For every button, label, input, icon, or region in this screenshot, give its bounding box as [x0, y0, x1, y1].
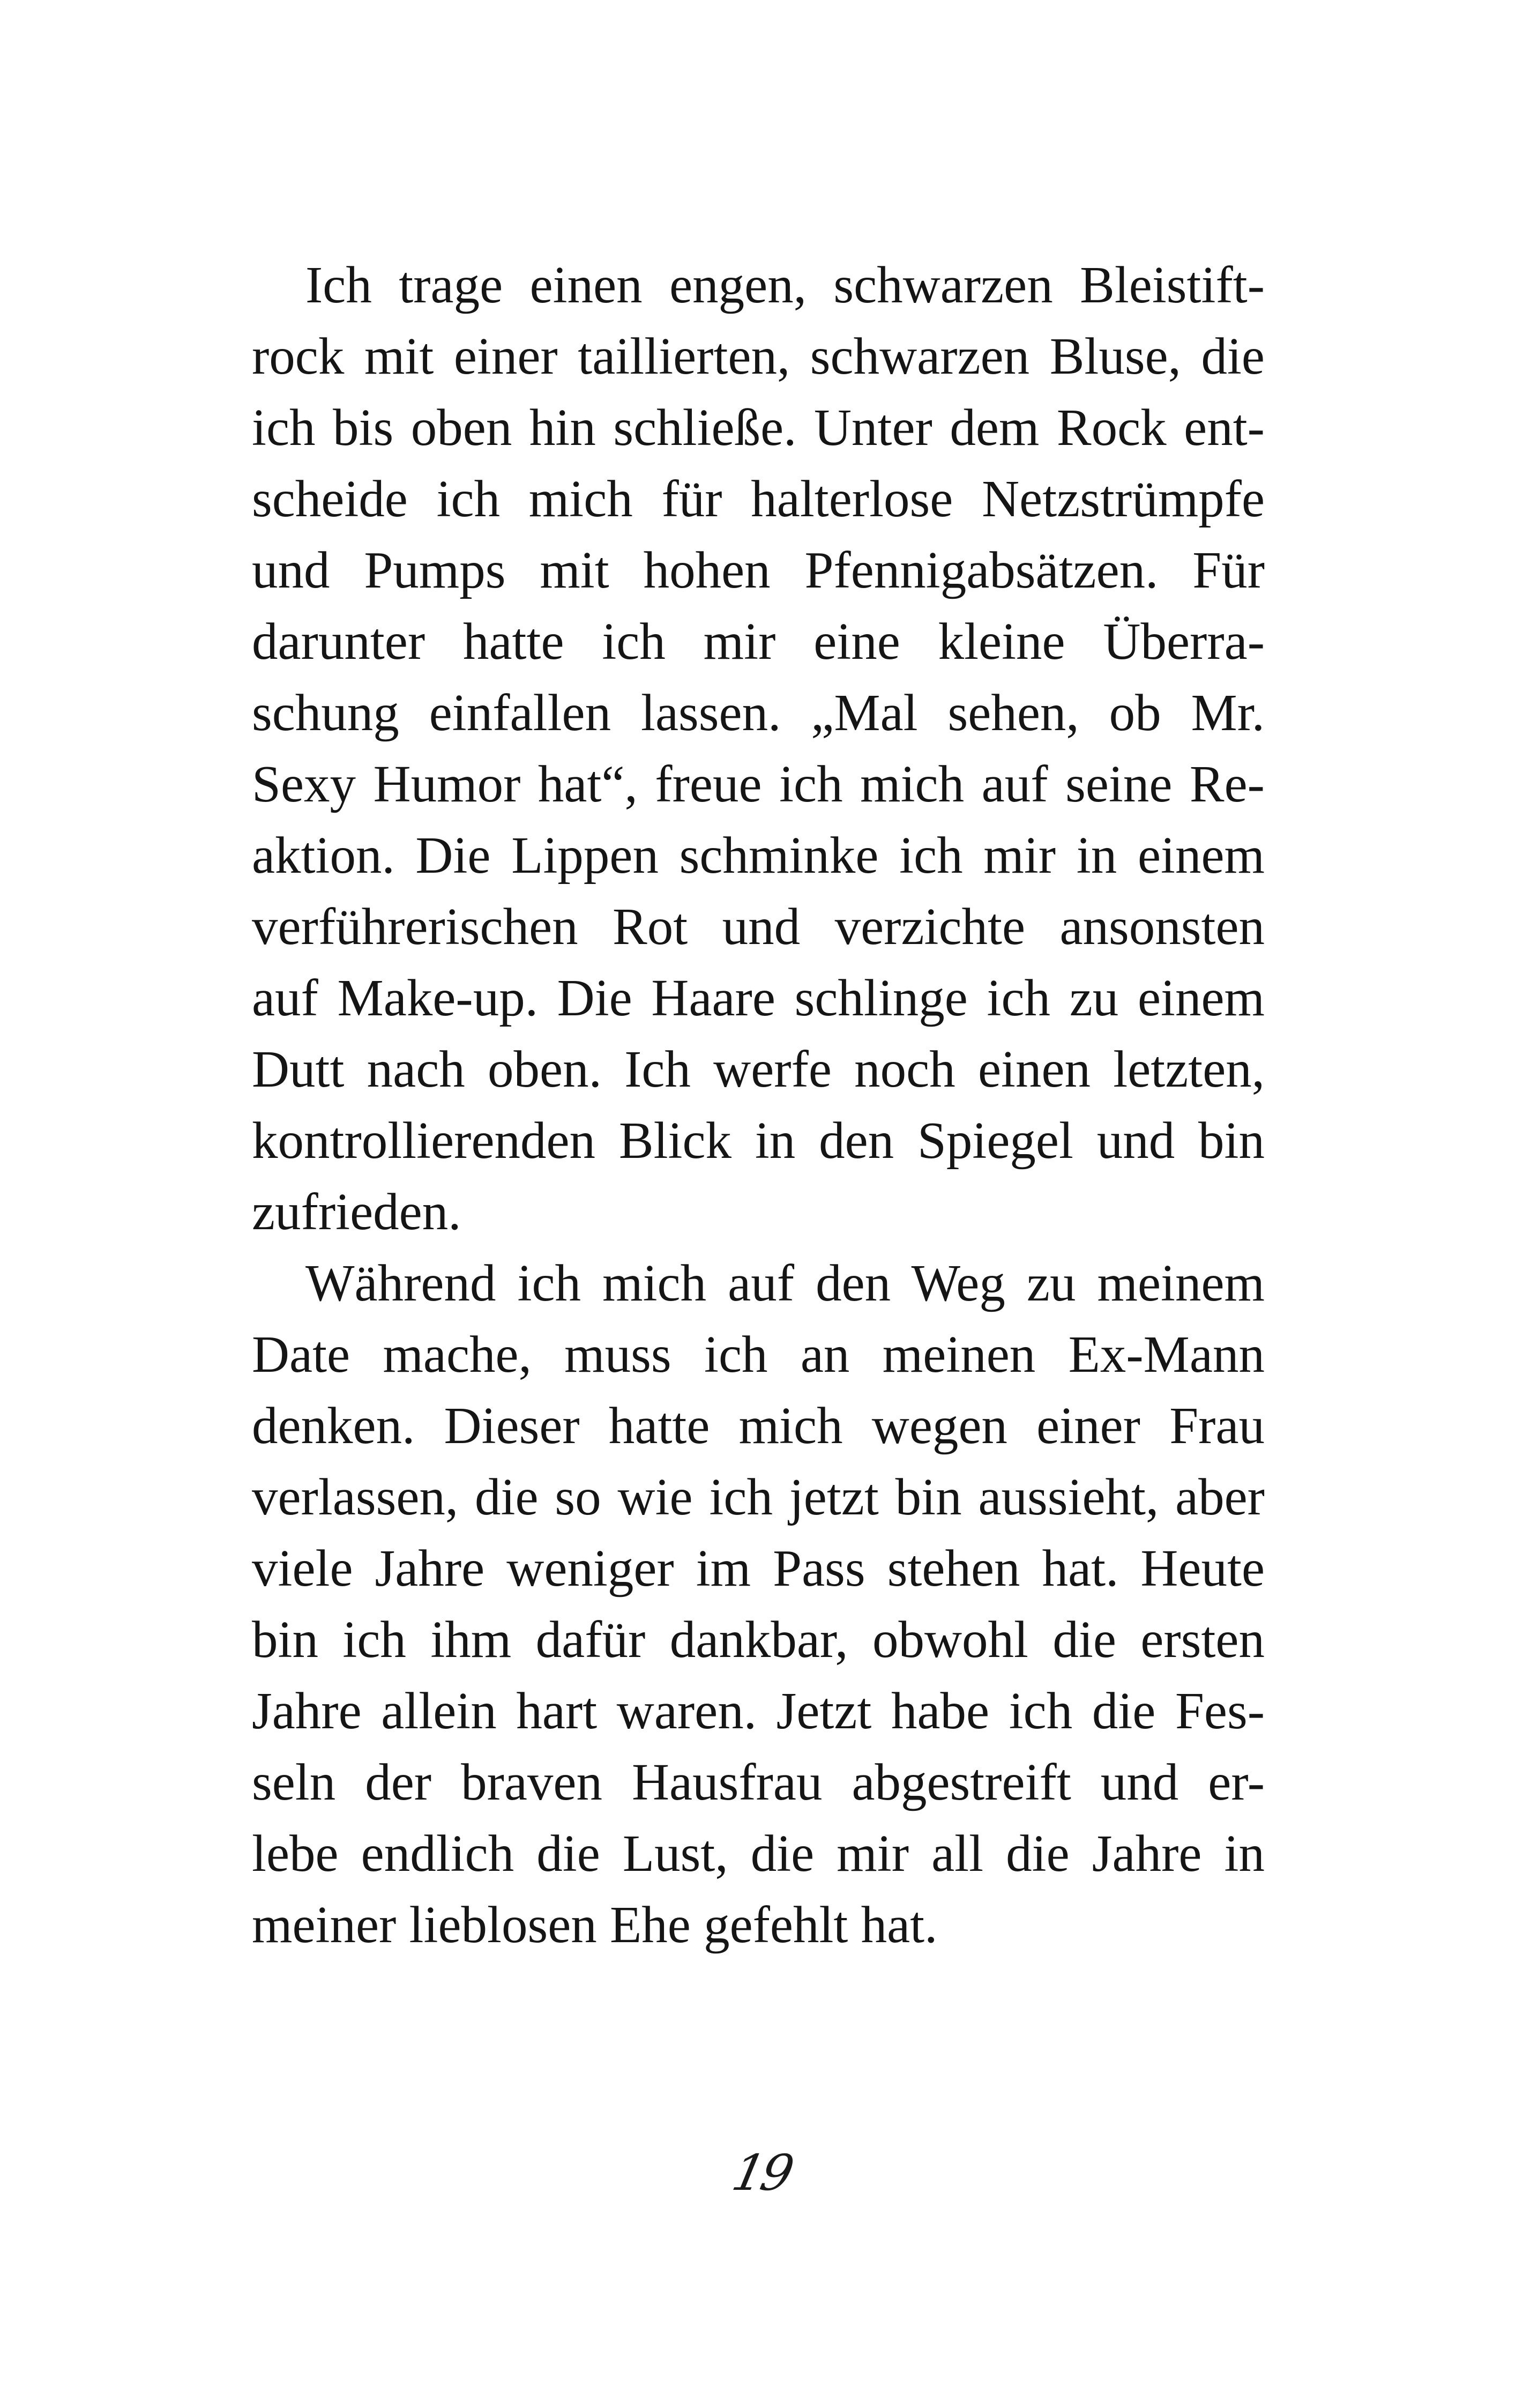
paragraph-1 [252, 249, 1265, 1247]
text-line: verlassen, die so wie ich jetzt bin aussieht, aber [252, 1468, 1265, 1526]
text-line: Dutt nach oben. Ich werfe noch einen letzten, [252, 1041, 1265, 1098]
text-line: denken. Dieser hatte mich wegen einer Frau [252, 1397, 1265, 1454]
text-line: scheide ich mich für halterlose Netzstrümpfe [252, 470, 1265, 527]
text-line: aktion. Die Lippen schminke ich mir in einem [252, 827, 1265, 884]
text-line: Ich trage einen engen, schwarzen Bleistift- [305, 256, 1265, 314]
paragraph-2 [252, 1247, 1265, 1960]
body-text [252, 249, 1265, 1960]
page-number: 19 [727, 2144, 796, 2202]
text-line: Jahre allein hart waren. Jetzt habe ich die Fes- [252, 1682, 1265, 1740]
text-line: kontrollierenden Blick in den Spiegel und bin [252, 1112, 1265, 1169]
text-line: Date mache, muss ich an meinen Ex-Mann [252, 1326, 1265, 1383]
text-line: meiner lieblosen Ehe gefehlt hat. [252, 1896, 938, 1953]
text-line: Während ich mich auf den Weg zu meinem [305, 1254, 1265, 1312]
text-line: lebe endlich die Lust, die mir all die Jahre in [252, 1825, 1265, 1882]
text-line: ich bis oben hin schließe. Unter dem Rock ent- [252, 399, 1265, 456]
text-line: darunter hatte ich mir eine kleine Überra- [252, 613, 1265, 670]
text-line: rock mit einer taillierten, schwarzen Bluse, die [252, 328, 1265, 385]
text-line: auf Make-up. Die Haare schlinge ich zu einem [252, 969, 1265, 1027]
text-line: bin ich ihm dafür dankbar, obwohl die ersten [252, 1611, 1265, 1668]
text-line: zufrieden. [252, 1183, 461, 1240]
text-line: und Pumps mit hohen Pfennigabsätzen. Für [252, 541, 1265, 599]
text-line: viele Jahre weniger im Pass stehen hat. Heute [252, 1540, 1265, 1597]
text-line: Sexy Humor hat“, freue ich mich auf seine Re- [252, 755, 1265, 813]
text-line: verführerischen Rot und verzichte ansonsten [252, 898, 1265, 955]
text-line: seln der braven Hausfrau abgestreift und er- [252, 1753, 1265, 1811]
text-line: schung einfallen lassen. „Mal sehen, ob Mr. [252, 684, 1265, 741]
